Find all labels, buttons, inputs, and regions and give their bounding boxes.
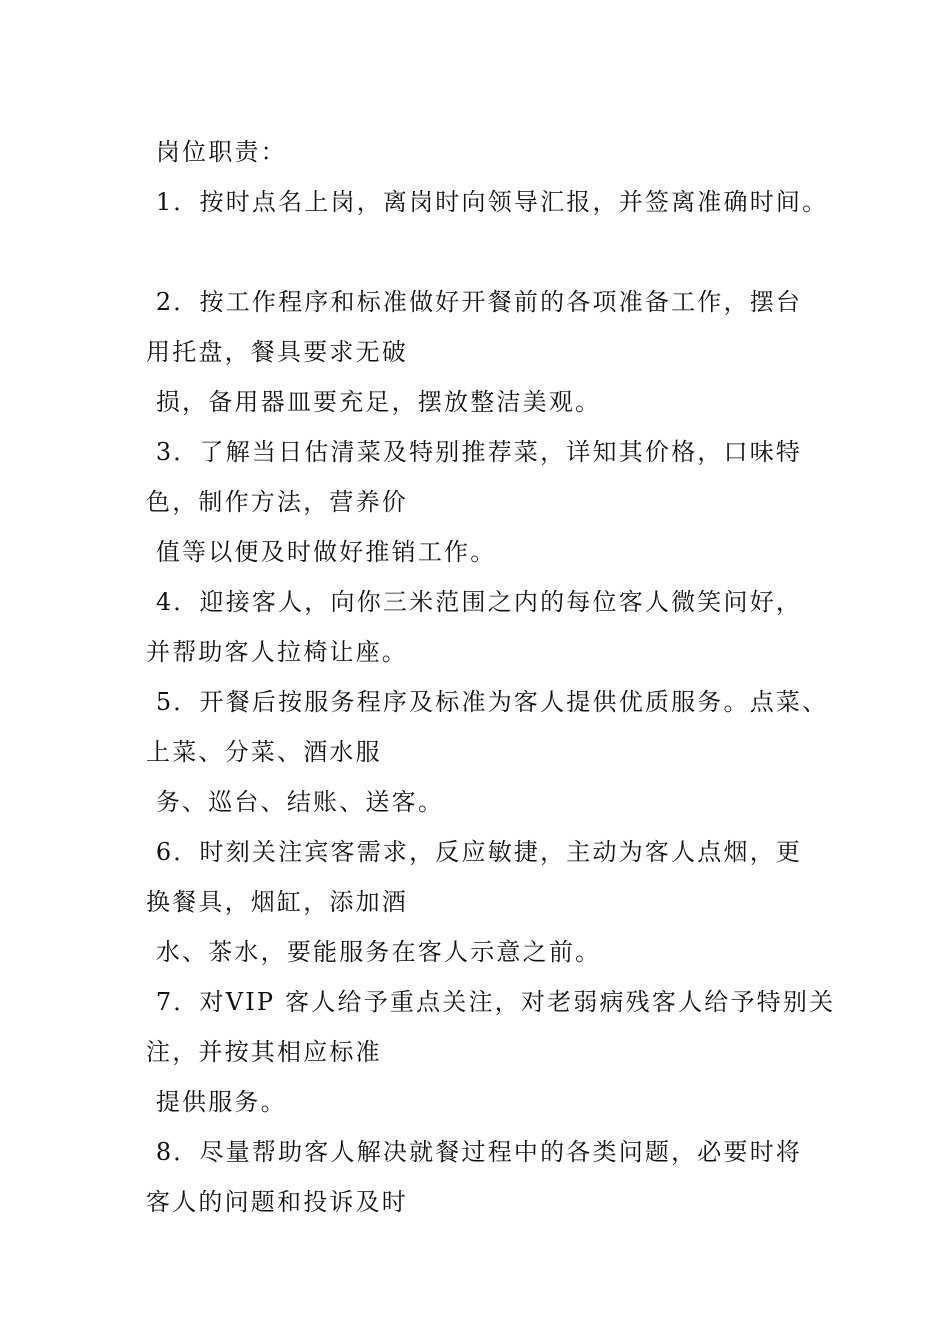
section-heading: 岗位职责：	[146, 138, 287, 166]
text-line: 2．按工作程序和标准做好开餐前的各项准备工作，摆台	[146, 288, 803, 316]
text-line: 注，并按其相应标准	[146, 1038, 382, 1066]
text-line: 损，备用器皿要充足，摆放整洁美观。	[146, 388, 602, 416]
text-line: 用托盘，餐具要求无破	[146, 338, 408, 366]
text-line: 换餐具，烟缸，添加酒	[146, 888, 408, 916]
text-line: 务、巡台、结账、送客。	[146, 788, 445, 816]
text-line: 客人的问题和投诉及时	[146, 1188, 408, 1216]
text-line: 值等以便及时做好推销工作。	[146, 538, 497, 566]
text-line: 1．按时点名上岗，离岗时向领导汇报，并签离准确时间。	[146, 188, 829, 216]
text-line: 3．了解当日估清菜及特别推荐菜，详知其价格，口味特	[146, 438, 803, 466]
text-line: 色，制作方法，营养价	[146, 488, 408, 516]
text-line: 水、茶水，要能服务在客人示意之前。	[146, 938, 602, 966]
text-line: 4．迎接客人，向你三米范围之内的每位客人微笑问好，	[146, 588, 803, 616]
text-line: 并帮助客人拉椅让座。	[146, 638, 408, 666]
text-line: 7．对VIP 客人给予重点关注，对老弱病残客人给予特别关	[146, 988, 836, 1016]
text-line: 8．尽量帮助客人解决就餐过程中的各类问题，必要时将	[146, 1138, 803, 1166]
text-line: 上菜、分菜、酒水服	[146, 738, 382, 766]
text-line: 提供服务。	[146, 1088, 287, 1116]
text-line: 5．开餐后按服务程序及标准为客人提供优质服务。点菜、	[146, 688, 829, 716]
text-line: 6．时刻关注宾客需求，反应敏捷，主动为客人点烟，更	[146, 838, 803, 866]
